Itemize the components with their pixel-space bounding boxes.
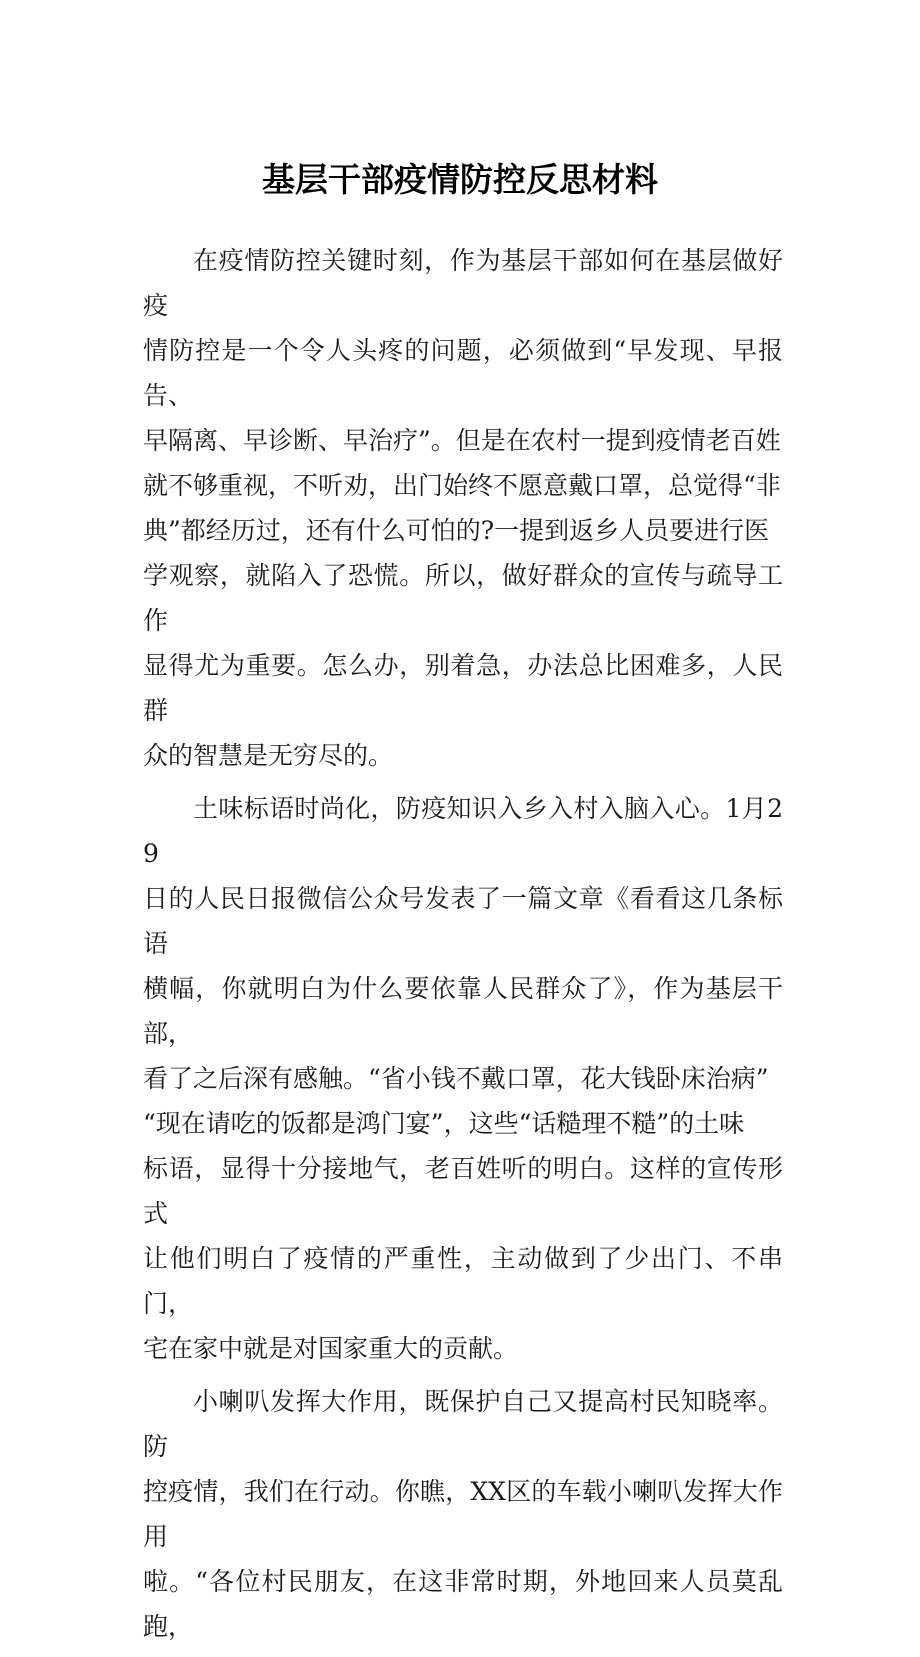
text-line: 学观察，就陷入了恐慌。所以，做好群众的宣传与疏导工作 [143, 561, 783, 635]
paragraph-1 [143, 238, 783, 778]
paragraph-2 [143, 786, 783, 1371]
text-line: 显得尤为重要。怎么办，别着急，办法总比困难多，人民群 [143, 651, 783, 725]
text-line: 情防控是一个令人头疼的问题，必须做到“早发现、早报告、 [143, 336, 783, 410]
text-line: 标语，显得十分接地气，老百姓听的明白。这样的宣传形式 [143, 1154, 783, 1228]
text-line: 啦。“各位村民朋友，在这非常时期，外地回来人员莫乱跑， [143, 1567, 783, 1641]
text-line: 横幅，你就明白为什么要依靠人民群众了》，作为基层干部， [143, 974, 783, 1048]
text-line: 就不够重视，不听劝，出门始终不愿意戴口罩，总觉得“非 [143, 471, 781, 500]
paragraph-3 [143, 1379, 783, 1649]
text-line: 控疫情，我们在行动。你瞧，XX区的车载小喇叭发挥大作用 [143, 1477, 783, 1551]
text-line: 典”都经历过，还有什么可怕的?一提到返乡人员要进行医 [143, 516, 770, 545]
text-line: 土味标语时尚化，防疫知识入乡入村入脑入心。1月29 [143, 794, 783, 868]
text-line: 看了之后深有感触。“省小钱不戴口罩，花大钱卧床治病” [143, 1064, 769, 1093]
text-line: 让他们明白了疫情的严重性，主动做到了少出门、不串门， [143, 1244, 783, 1318]
text-line: 众的智慧是无穷尽的。 [143, 741, 394, 770]
text-line: 宅在家中就是对国家重大的贡献。 [143, 1334, 519, 1363]
text-line: “现在请吃的饭都是鸿门宴”，这些“话糙理不糙”的土味 [143, 1109, 745, 1138]
text-line: 小喇叭发挥大作用，既保护自己又提高村民知晓率。防 [143, 1387, 783, 1461]
text-line: 在疫情防控关键时刻，作为基层干部如何在基层做好疫 [143, 246, 783, 320]
document-body [143, 238, 783, 1657]
text-line: 早隔离、早诊断、早治疗”。但是在农村一提到疫情老百姓 [143, 426, 781, 455]
document-title: 基层干部疫情防控反思材料 [262, 160, 658, 199]
text-line: 日的人民日报微信公众号发表了一篇文章《看看这几条标语 [143, 884, 783, 958]
